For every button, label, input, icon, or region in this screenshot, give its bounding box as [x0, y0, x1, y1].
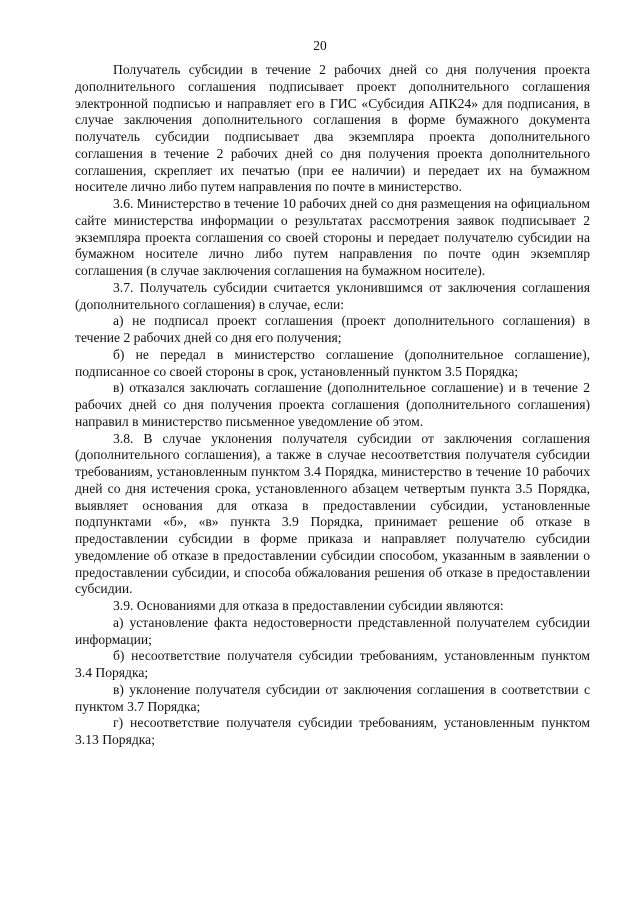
paragraph-3-7: 3.7. Получатель субсидии считается уклонившимся от заключения соглашения (дополнительного соглашения) в случае, если:	[75, 279, 590, 312]
page-number: 20	[313, 38, 327, 53]
list-item-3-7-a: а) не подписал проект соглашения (проект дополнительного соглашения) в течение 2 рабочих дней со дня его получения;	[75, 313, 590, 345]
list-item-3-7-v: в) отказался заключать соглашение (дополнительное соглашение) и в течение 2 рабочих дней со дня получения проекта соглашения (дополнительного соглашения) направил в министерство письменное уведомление об этом.	[75, 380, 590, 429]
list-item-3-7-b: б) не передал в министерство соглашение (дополнительное соглашение), подписанное со своей стороны в срок, установленный пунктом 3.5 Порядка;	[75, 346, 590, 379]
document-body	[75, 62, 590, 749]
paragraph-signing-additional-agreement: Получатель субсидии в течение 2 рабочих дней со дня получения проекта дополнительного соглашения подписывает проект дополнительного соглашения электронной подписью и направляет его в ГИС «Субсидия АПК24» для подписания, в случае заключения дополнительного соглашения в форме бумажного документа получатель субсидии подписывает два экземпляра проекта дополнительного соглашения в течение 2 рабочих дней со дня получения проекта дополнительного соглашения, скрепляет их печатью (при ее наличии) и передает их на бумажном носителе лично либо путем направления по почте в министерство.	[75, 62, 590, 195]
list-item-3-9-a: а) установление факта недостоверности представленной получателем субсидии информации;	[75, 614, 590, 647]
list-item-3-9-g: г) несоответствие получателя субсидии требованиям, установленным пунктом 3.13 Порядка;	[75, 715, 590, 747]
paragraph-3-6: 3.6. Министерство в течение 10 рабочих дней со дня размещения на официальном сайте министерства информации о результатах рассмотрения заявок подписывает 2 экземпляра проекта соглашения со своей стороны и передает получателю субсидии на бумажном носителе лично либо путем направления по почте один экземпляр соглашения (в случае заключения соглашения на бумажном носителе).	[75, 196, 590, 278]
list-item-3-9-v: в) уклонение получателя субсидии от заключения соглашения в соответствии с пунктом 3.7 Порядка;	[75, 681, 590, 714]
paragraph-3-9: 3.9. Основаниями для отказа в предоставлении субсидии являются:	[113, 598, 504, 613]
list-item-3-9-b: б) несоответствие получателя субсидии требованиям, установленным пунктом 3.4 Порядка;	[75, 648, 590, 680]
paragraph-3-8: 3.8. В случае уклонения получателя субсидии от заключения соглашения (дополнительного соглашения), а также в случае несоответствия получателя субсидии требованиям, установленным пунктом 3.4 Порядка, министерство в течение 10 рабочих дней со дня истечения срока, установленного абзацем четвертым пункта 3.5 Порядка, выявляет основания для отказа в предоставлении субсидии, установленные подпунктами «б», «в» пункта 3.9 Порядка, принимает решение об отказе в предоставлении субсидии в форме приказа и направляет получателю субсидии уведомление об отказе в предоставлении субсидии способом, указанным в заявлении о предоставлении субсидии, и способа обжалования решения об отказе в предоставлении субсидии.	[75, 430, 590, 597]
